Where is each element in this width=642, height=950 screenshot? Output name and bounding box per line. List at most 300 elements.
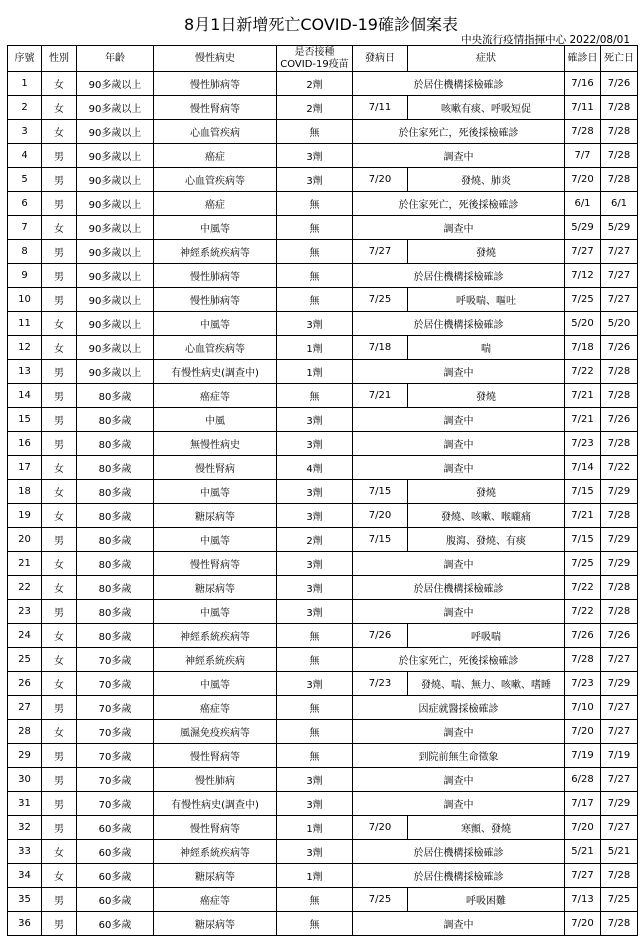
table-row	[8, 432, 638, 456]
cell-onset: 7/20	[353, 168, 408, 192]
cell-vaccine: 無	[277, 240, 353, 264]
cell-sex: 女	[42, 456, 77, 480]
cell-vaccine: 3劑	[277, 768, 353, 792]
cell-confirmed: 7/23	[565, 432, 601, 456]
cell-vaccine: 1劑	[277, 336, 353, 360]
cell-no: 18	[8, 480, 42, 504]
cell-confirmed: 7/27	[565, 864, 601, 888]
cell-symptoms: 呼吸困難	[408, 888, 565, 912]
cell-death: 7/28	[601, 384, 638, 408]
cell-age: 80多歲	[77, 576, 154, 600]
table-row	[8, 504, 638, 528]
cell-vaccine: 1劑	[277, 360, 353, 384]
cell-symptoms: 調查中	[353, 216, 565, 240]
cell-sex: 男	[42, 528, 77, 552]
cell-chronic: 慢性腎病等	[154, 552, 277, 576]
cell-confirmed: 7/20	[565, 912, 601, 936]
cell-confirmed: 7/20	[565, 720, 601, 744]
header-death: 死亡日	[601, 46, 638, 72]
table-row	[8, 744, 638, 768]
table-row	[8, 192, 638, 216]
cell-no: 9	[8, 264, 42, 288]
cell-sex: 女	[42, 72, 77, 96]
cell-no: 36	[8, 912, 42, 936]
cell-symptoms: 調查中	[353, 720, 565, 744]
cell-confirmed: 7/15	[565, 480, 601, 504]
cell-sex: 男	[42, 768, 77, 792]
cell-confirmed: 7/23	[565, 672, 601, 696]
cell-death: 7/27	[601, 696, 638, 720]
cell-confirmed: 7/25	[565, 552, 601, 576]
cell-sex: 女	[42, 672, 77, 696]
cell-death: 7/28	[601, 96, 638, 120]
table-row	[8, 288, 638, 312]
cell-vaccine: 無	[277, 648, 353, 672]
cell-symptoms: 調查中	[353, 408, 565, 432]
cell-death: 7/26	[601, 408, 638, 432]
cell-symptoms: 於居住機構採檢確診	[353, 576, 565, 600]
cell-age: 70多歲	[77, 720, 154, 744]
cell-death: 7/27	[601, 264, 638, 288]
cell-age: 80多歲	[77, 408, 154, 432]
cell-sex: 女	[42, 720, 77, 744]
table-row	[8, 528, 638, 552]
cell-death: 7/27	[601, 240, 638, 264]
table-row	[8, 624, 638, 648]
cell-no: 16	[8, 432, 42, 456]
cell-confirmed: 7/20	[565, 168, 601, 192]
cell-onset: 7/21	[353, 384, 408, 408]
table-row	[8, 768, 638, 792]
cell-vaccine: 3劑	[277, 480, 353, 504]
cell-death: 7/27	[601, 816, 638, 840]
table-row	[8, 240, 638, 264]
cell-sex: 女	[42, 864, 77, 888]
cell-vaccine: 1劑	[277, 864, 353, 888]
cell-vaccine: 3劑	[277, 600, 353, 624]
cell-symptoms: 呼吸喘	[408, 624, 565, 648]
cell-chronic: 心血管疾病等	[154, 336, 277, 360]
cell-vaccine: 3劑	[277, 840, 353, 864]
cell-chronic: 中風等	[154, 672, 277, 696]
cell-chronic: 糖尿病等	[154, 912, 277, 936]
header-vaccine-line2: COVID-19疫苗	[280, 58, 349, 70]
cell-death: 7/25	[601, 888, 638, 912]
cell-sex: 男	[42, 600, 77, 624]
cell-chronic: 糖尿病等	[154, 576, 277, 600]
cell-age: 90多歲以上	[77, 360, 154, 384]
cell-symptoms: 於居住機構採檢確診	[353, 264, 565, 288]
cell-death: 6/1	[601, 192, 638, 216]
table-row	[8, 408, 638, 432]
cell-age: 80多歲	[77, 456, 154, 480]
cell-chronic: 糖尿病等	[154, 504, 277, 528]
table-row	[8, 312, 638, 336]
cell-sex: 女	[42, 480, 77, 504]
cell-no: 17	[8, 456, 42, 480]
table-row	[8, 888, 638, 912]
cell-no: 29	[8, 744, 42, 768]
cell-chronic: 心血管疾病等	[154, 168, 277, 192]
cell-sex: 男	[42, 816, 77, 840]
cell-onset: 7/11	[353, 96, 408, 120]
cell-vaccine: 無	[277, 744, 353, 768]
table-row	[8, 360, 638, 384]
cell-sex: 男	[42, 240, 77, 264]
cell-no: 14	[8, 384, 42, 408]
source-note: 中央流行疫情指揮中心 2022/08/01	[461, 34, 630, 46]
cell-chronic: 中風	[154, 408, 277, 432]
cell-no: 35	[8, 888, 42, 912]
cell-confirmed: 7/22	[565, 576, 601, 600]
cell-confirmed: 7/21	[565, 408, 601, 432]
cell-no: 12	[8, 336, 42, 360]
cell-sex: 男	[42, 888, 77, 912]
cell-sex: 男	[42, 696, 77, 720]
cell-onset: 7/15	[353, 528, 408, 552]
cell-no: 32	[8, 816, 42, 840]
cell-confirmed: 7/12	[565, 264, 601, 288]
cell-death: 7/28	[601, 576, 638, 600]
cell-chronic: 糖尿病等	[154, 864, 277, 888]
cell-age: 60多歲	[77, 816, 154, 840]
cell-vaccine: 3劑	[277, 168, 353, 192]
cell-chronic: 慢性肺病等	[154, 72, 277, 96]
cell-symptoms: 呼吸喘、嘔吐	[408, 288, 565, 312]
cell-chronic: 風濕免疫疾病等	[154, 720, 277, 744]
cell-sex: 男	[42, 792, 77, 816]
cell-no: 1	[8, 72, 42, 96]
cell-onset: 7/23	[353, 672, 408, 696]
cell-sex: 女	[42, 504, 77, 528]
cell-vaccine: 3劑	[277, 144, 353, 168]
cell-age: 70多歲	[77, 792, 154, 816]
cases-table	[7, 45, 638, 936]
cell-no: 21	[8, 552, 42, 576]
cell-age: 90多歲以上	[77, 336, 154, 360]
cell-sex: 男	[42, 264, 77, 288]
cell-death: 5/21	[601, 840, 638, 864]
header-chronic: 慢性病史	[154, 46, 277, 72]
table-row	[8, 720, 638, 744]
cell-symptoms: 因症就醫採檢確診	[353, 696, 565, 720]
cell-death: 7/27	[601, 720, 638, 744]
cell-age: 90多歲以上	[77, 216, 154, 240]
cell-no: 4	[8, 144, 42, 168]
table-row	[8, 96, 638, 120]
cell-chronic: 神經系統疾病等	[154, 840, 277, 864]
cell-death: 7/28	[601, 144, 638, 168]
cell-vaccine: 1劑	[277, 816, 353, 840]
cell-vaccine: 3劑	[277, 408, 353, 432]
cell-chronic: 癌症	[154, 192, 277, 216]
cell-chronic: 慢性腎病等	[154, 816, 277, 840]
cell-confirmed: 7/7	[565, 144, 601, 168]
cell-no: 24	[8, 624, 42, 648]
table-row	[8, 792, 638, 816]
cell-vaccine: 無	[277, 120, 353, 144]
table-row	[8, 456, 638, 480]
cell-vaccine: 3劑	[277, 672, 353, 696]
cell-sex: 男	[42, 192, 77, 216]
cell-symptoms: 腹瀉、發燒、有痰	[408, 528, 565, 552]
cell-no: 11	[8, 312, 42, 336]
cell-death: 7/29	[601, 672, 638, 696]
cell-sex: 女	[42, 552, 77, 576]
cell-age: 80多歲	[77, 552, 154, 576]
header-age: 年齡	[77, 46, 154, 72]
table-row	[8, 600, 638, 624]
table-row	[8, 144, 638, 168]
cell-sex: 男	[42, 912, 77, 936]
cell-symptoms: 調查中	[353, 456, 565, 480]
cell-vaccine: 無	[277, 888, 353, 912]
cell-no: 2	[8, 96, 42, 120]
cell-death: 7/29	[601, 480, 638, 504]
table-row	[8, 696, 638, 720]
cell-no: 3	[8, 120, 42, 144]
cell-no: 30	[8, 768, 42, 792]
cell-chronic: 慢性肺病等	[154, 264, 277, 288]
cell-chronic: 心血管疾病	[154, 120, 277, 144]
cell-vaccine: 3劑	[277, 552, 353, 576]
cell-sex: 女	[42, 648, 77, 672]
table-row	[8, 672, 638, 696]
cell-age: 90多歲以上	[77, 96, 154, 120]
cell-age: 90多歲以上	[77, 240, 154, 264]
cell-symptoms: 調查中	[353, 768, 565, 792]
cell-vaccine: 3劑	[277, 504, 353, 528]
table-row	[8, 384, 638, 408]
cell-age: 80多歲	[77, 600, 154, 624]
cell-no: 27	[8, 696, 42, 720]
cell-vaccine: 2劑	[277, 96, 353, 120]
cell-symptoms: 發燒	[408, 480, 565, 504]
cell-sex: 女	[42, 840, 77, 864]
cell-chronic: 慢性腎病等	[154, 744, 277, 768]
cell-death: 7/26	[601, 624, 638, 648]
cell-no: 25	[8, 648, 42, 672]
cell-age: 80多歲	[77, 384, 154, 408]
cell-confirmed: 6/28	[565, 768, 601, 792]
cell-vaccine: 無	[277, 696, 353, 720]
cell-symptoms: 於居住機構採檢確診	[353, 840, 565, 864]
cell-age: 80多歲	[77, 528, 154, 552]
cell-age: 70多歲	[77, 744, 154, 768]
cell-age: 80多歲	[77, 432, 154, 456]
cell-age: 90多歲以上	[77, 144, 154, 168]
cell-symptoms: 調查中	[353, 144, 565, 168]
cell-symptoms: 調查中	[353, 432, 565, 456]
cell-confirmed: 5/29	[565, 216, 601, 240]
cell-sex: 男	[42, 288, 77, 312]
table-row	[8, 168, 638, 192]
cell-age: 90多歲以上	[77, 72, 154, 96]
cell-age: 70多歲	[77, 672, 154, 696]
cell-onset: 7/26	[353, 624, 408, 648]
cell-age: 90多歲以上	[77, 168, 154, 192]
cell-confirmed: 7/28	[565, 120, 601, 144]
cell-vaccine: 無	[277, 384, 353, 408]
cell-age: 80多歲	[77, 624, 154, 648]
cell-chronic: 中風等	[154, 216, 277, 240]
cell-age: 70多歲	[77, 696, 154, 720]
cell-age: 90多歲以上	[77, 120, 154, 144]
cell-confirmed: 5/20	[565, 312, 601, 336]
cell-no: 5	[8, 168, 42, 192]
cell-symptoms: 發燒、喘、無力、咳嗽、嗜睡	[408, 672, 565, 696]
cell-death: 7/28	[601, 120, 638, 144]
table-row	[8, 480, 638, 504]
cell-death: 5/20	[601, 312, 638, 336]
table-row	[8, 816, 638, 840]
table-body	[8, 72, 638, 936]
cell-symptoms: 調查中	[353, 912, 565, 936]
cell-no: 8	[8, 240, 42, 264]
cell-death: 7/28	[601, 432, 638, 456]
cell-sex: 男	[42, 168, 77, 192]
cell-symptoms: 發燒、肺炎	[408, 168, 565, 192]
cell-no: 22	[8, 576, 42, 600]
cell-age: 70多歲	[77, 648, 154, 672]
cell-vaccine: 無	[277, 288, 353, 312]
cell-no: 31	[8, 792, 42, 816]
cell-symptoms: 於住家死亡，死後採檢確診	[353, 192, 565, 216]
cell-chronic: 癌症等	[154, 888, 277, 912]
table-row	[8, 72, 638, 96]
cell-chronic: 有慢性病史(調查中)	[154, 792, 277, 816]
cell-confirmed: 7/22	[565, 600, 601, 624]
cell-vaccine: 3劑	[277, 576, 353, 600]
page-title: 8月1日新增死亡COVID-19確診個案表	[184, 15, 458, 34]
cell-sex: 男	[42, 360, 77, 384]
cell-vaccine: 無	[277, 264, 353, 288]
cell-age: 70多歲	[77, 768, 154, 792]
table-row	[8, 648, 638, 672]
cell-death: 7/28	[601, 864, 638, 888]
cell-symptoms: 喘	[408, 336, 565, 360]
header-no: 序號	[8, 46, 42, 72]
cell-no: 33	[8, 840, 42, 864]
cell-sex: 女	[42, 96, 77, 120]
cell-sex: 女	[42, 120, 77, 144]
cell-age: 80多歲	[77, 504, 154, 528]
cell-onset: 7/20	[353, 504, 408, 528]
cell-chronic: 癌症等	[154, 384, 277, 408]
cell-age: 90多歲以上	[77, 192, 154, 216]
cell-age: 80多歲	[77, 480, 154, 504]
cell-sex: 女	[42, 576, 77, 600]
table-row	[8, 840, 638, 864]
cell-age: 90多歲以上	[77, 288, 154, 312]
header-onset: 發病日	[353, 46, 408, 72]
cell-confirmed: 5/21	[565, 840, 601, 864]
table-row	[8, 576, 638, 600]
cell-chronic: 癌症等	[154, 696, 277, 720]
cell-age: 60多歲	[77, 840, 154, 864]
cell-confirmed: 7/22	[565, 360, 601, 384]
cell-onset: 7/18	[353, 336, 408, 360]
cell-chronic: 慢性腎病	[154, 456, 277, 480]
cell-symptoms: 於居住機構採檢確診	[353, 864, 565, 888]
header-sex: 性別	[42, 46, 77, 72]
cell-no: 7	[8, 216, 42, 240]
cell-chronic: 有慢性病史(調查中)	[154, 360, 277, 384]
cell-death: 7/27	[601, 768, 638, 792]
cell-death: 7/29	[601, 552, 638, 576]
cell-age: 60多歲	[77, 864, 154, 888]
cell-confirmed: 7/13	[565, 888, 601, 912]
cell-chronic: 神經系統疾病等	[154, 624, 277, 648]
cell-symptoms: 於居住機構採檢確診	[353, 312, 565, 336]
cell-sex: 男	[42, 144, 77, 168]
cell-no: 6	[8, 192, 42, 216]
cell-sex: 女	[42, 336, 77, 360]
cell-confirmed: 7/15	[565, 528, 601, 552]
cell-age: 90多歲以上	[77, 312, 154, 336]
cell-onset: 7/15	[353, 480, 408, 504]
cell-chronic: 神經系統疾病	[154, 648, 277, 672]
header-confirmed: 確診日	[565, 46, 601, 72]
cell-chronic: 中風等	[154, 528, 277, 552]
cell-symptoms: 發燒	[408, 240, 565, 264]
cell-death: 5/29	[601, 216, 638, 240]
cell-vaccine: 無	[277, 912, 353, 936]
cell-confirmed: 7/20	[565, 816, 601, 840]
cell-symptoms: 調查中	[353, 792, 565, 816]
cell-symptoms: 於居住機構採檢確診	[353, 72, 565, 96]
cell-vaccine: 無	[277, 720, 353, 744]
cell-symptoms: 發燒、咳嗽、喉嚨痛	[408, 504, 565, 528]
cell-symptoms: 調查中	[353, 552, 565, 576]
cell-sex: 男	[42, 432, 77, 456]
cell-no: 13	[8, 360, 42, 384]
cell-vaccine: 3劑	[277, 432, 353, 456]
cell-age: 60多歲	[77, 888, 154, 912]
cell-confirmed: 7/10	[565, 696, 601, 720]
cell-sex: 女	[42, 312, 77, 336]
cell-death: 7/29	[601, 528, 638, 552]
cell-confirmed: 7/16	[565, 72, 601, 96]
cell-death: 7/28	[601, 504, 638, 528]
cell-chronic: 中風等	[154, 312, 277, 336]
cell-vaccine: 3劑	[277, 792, 353, 816]
cell-death: 7/28	[601, 168, 638, 192]
cell-death: 7/19	[601, 744, 638, 768]
cell-confirmed: 7/21	[565, 384, 601, 408]
cell-sex: 男	[42, 408, 77, 432]
cell-symptoms: 寒顫、發燒	[408, 816, 565, 840]
cell-symptoms: 調查中	[353, 600, 565, 624]
cell-chronic: 癌症	[154, 144, 277, 168]
cell-vaccine: 2劑	[277, 528, 353, 552]
cell-symptoms: 於住家死亡，死後採檢確診	[353, 648, 565, 672]
cell-confirmed: 7/27	[565, 240, 601, 264]
table-row	[8, 864, 638, 888]
cell-onset: 7/25	[353, 288, 408, 312]
cell-chronic: 神經系統疾病等	[154, 240, 277, 264]
header-vaccine-line1: 是否接種	[294, 46, 335, 58]
table-row	[8, 216, 638, 240]
table-row	[8, 120, 638, 144]
cell-confirmed: 7/26	[565, 624, 601, 648]
cell-symptoms: 咳嗽有痰、呼吸短促	[408, 96, 565, 120]
cell-confirmed: 7/25	[565, 288, 601, 312]
table-header-row	[8, 46, 638, 72]
cell-death: 7/26	[601, 72, 638, 96]
table-row	[8, 336, 638, 360]
cell-onset: 7/25	[353, 888, 408, 912]
